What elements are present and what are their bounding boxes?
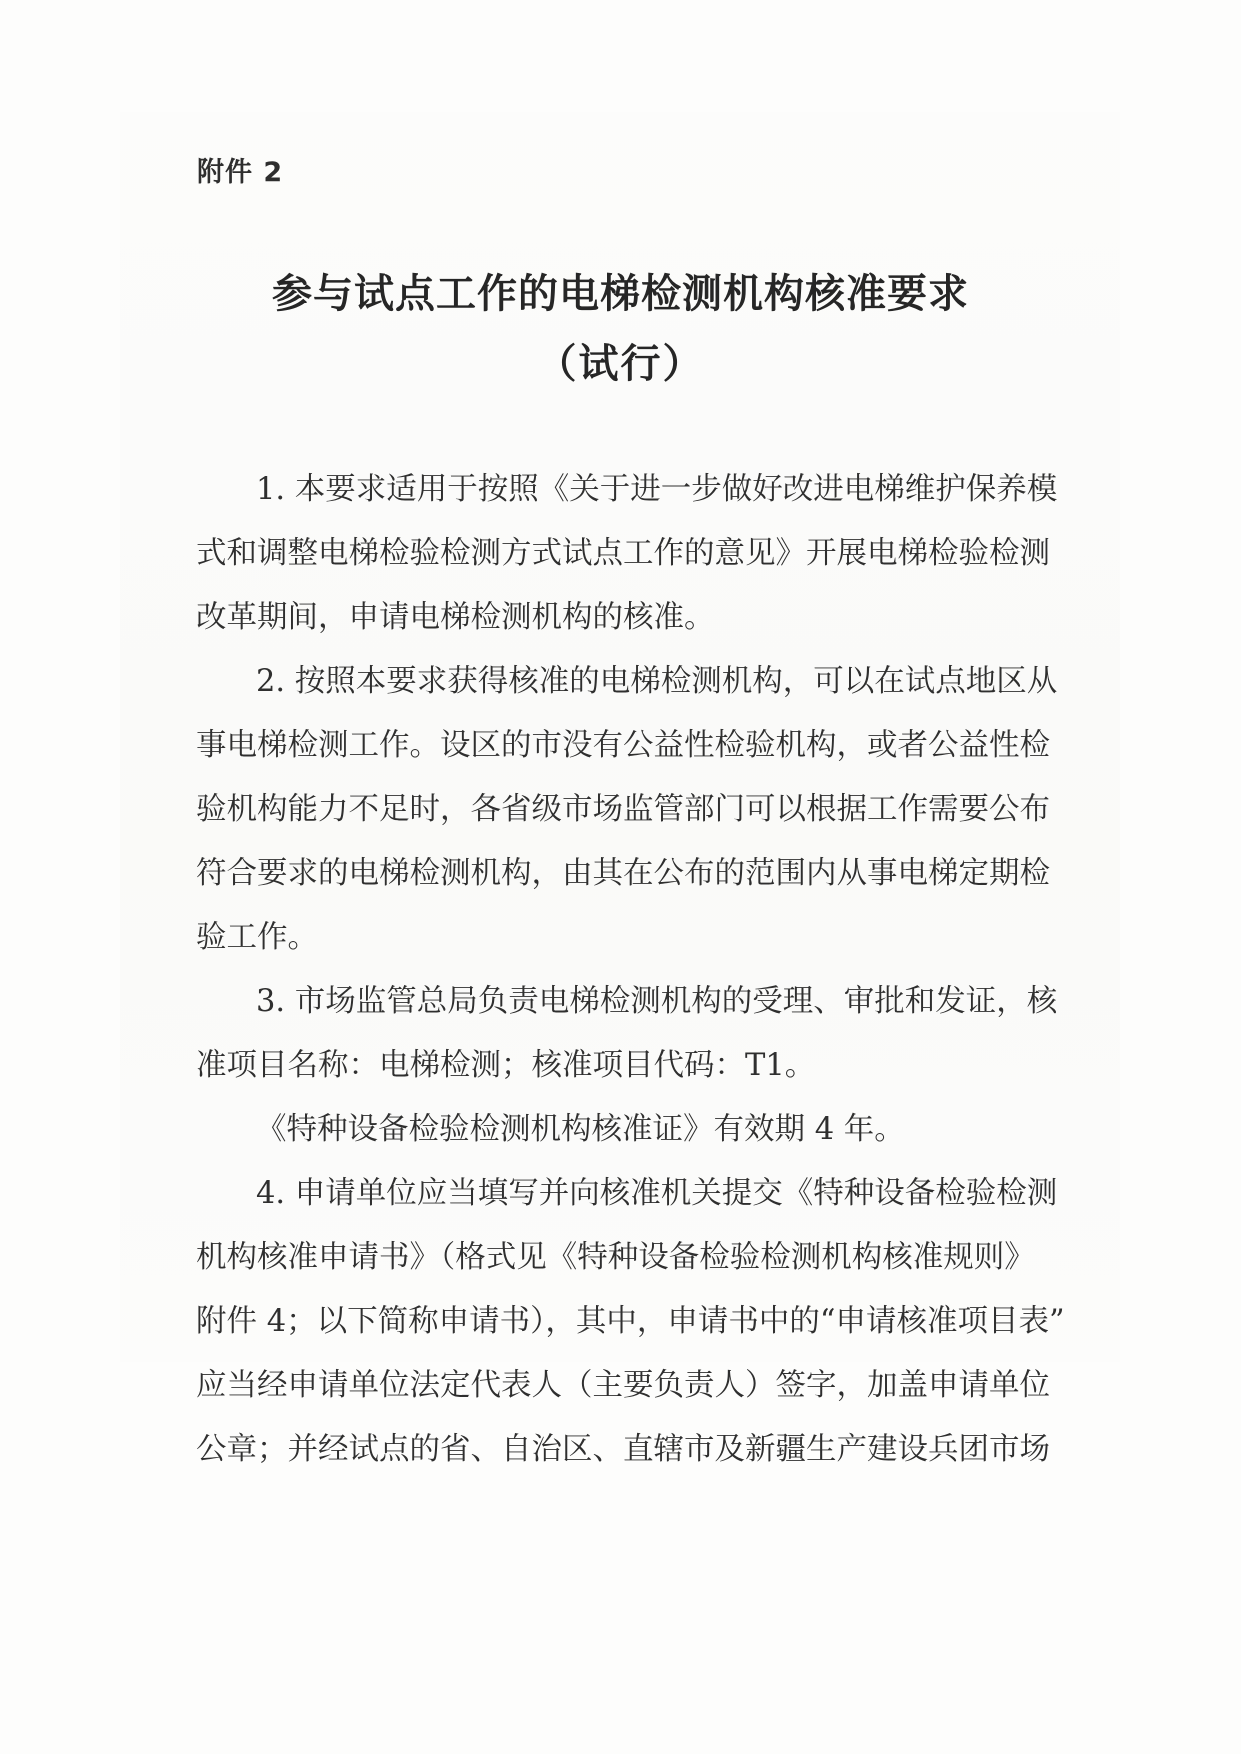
attachment-label: 附件 2	[197, 157, 284, 188]
paragraph-3-line-2: 准项目名称：电梯检测；核准项目代码：T1。	[196, 1048, 816, 1083]
document-subtitle: （试行）	[536, 341, 705, 387]
paragraph-4-line-1: 4. 申请单位应当填写并向核准机关提交《特种设备检验检测	[256, 1176, 1058, 1211]
paragraph-4-line-3: 附件 4；以下简称申请书），其中，申请书中的“申请核准项目表”	[196, 1304, 1065, 1339]
paragraph-2-line-2: 事电梯检测工作。设区的市没有公益性检验机构，或者公益性检	[196, 728, 1050, 763]
document-title: 参与试点工作的电梯检测机构核准要求	[272, 271, 969, 317]
paragraph-1-line-1: 1. 本要求适用于按照《关于进一步做好改进电梯维护保养模	[256, 472, 1058, 507]
paragraph-2-line-5: 验工作。	[196, 920, 318, 955]
paragraph-3-line-1: 3. 市场监管总局负责电梯检测机构的受理、审批和发证，核	[256, 984, 1058, 1019]
paragraph-1-line-2: 式和调整电梯检验检测方式试点工作的意见》开展电梯检验检测	[196, 536, 1050, 571]
paragraph-4-line-2: 机构核准申请书》（格式见《特种设备检验检测机构核准规则》	[196, 1240, 1035, 1275]
paragraph-2-line-4: 符合要求的电梯检测机构，由其在公布的范围内从事电梯定期检	[196, 856, 1050, 891]
paragraph-3-line-3: 《特种设备检验检测机构核准证》有效期 4 年。	[256, 1112, 905, 1147]
paragraph-1-line-3: 改革期间，申请电梯检测机构的核准。	[196, 600, 715, 635]
paragraph-2-line-3: 验机构能力不足时，各省级市场监管部门可以根据工作需要公布	[196, 792, 1050, 827]
paragraph-2-line-1: 2. 按照本要求获得核准的电梯检测机构，可以在试点地区从	[256, 664, 1058, 699]
document-body	[196, 458, 1066, 1482]
paragraph-4-line-5: 公章；并经试点的省、自治区、直辖市及新疆生产建设兵团市场	[196, 1432, 1050, 1467]
paragraph-4-line-4: 应当经申请单位法定代表人（主要负责人）签字，加盖申请单位	[196, 1368, 1050, 1403]
